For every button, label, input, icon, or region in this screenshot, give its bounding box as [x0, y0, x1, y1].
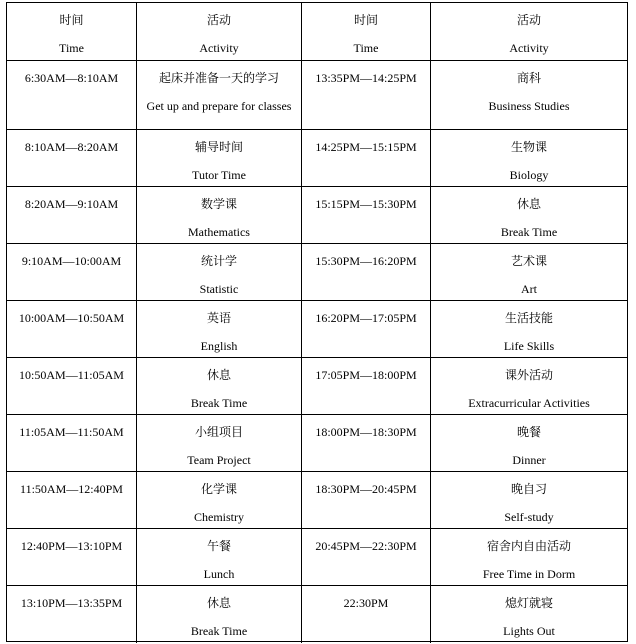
- activity-zh: 统计学: [200, 254, 237, 268]
- table-row: [7, 358, 627, 415]
- table-row: [7, 415, 627, 472]
- time-range: 15:30PM—16:20PM: [315, 254, 417, 268]
- time-cell: [7, 301, 137, 357]
- time-cell: [7, 244, 137, 300]
- time-cell: [7, 187, 137, 243]
- activity-cell: [137, 415, 302, 471]
- table-row: [7, 244, 627, 301]
- activity-en: Biology: [509, 168, 549, 182]
- activity-zh: 化学课: [200, 482, 237, 496]
- activity-cell: [137, 586, 302, 643]
- activity-zh: 休息: [516, 197, 541, 211]
- activity-zh: 宿舍内自由活动: [486, 539, 571, 553]
- activity-cell: [431, 586, 627, 643]
- activity-cell: [431, 244, 627, 300]
- activity-zh: 生活技能: [504, 311, 553, 325]
- activity-en: Extracurricular Activities: [468, 396, 590, 410]
- activity-en: Break Time: [500, 225, 558, 239]
- time-cell: [302, 244, 431, 300]
- header-time-zh: 时间: [59, 13, 84, 27]
- header-activity-zh: 活动: [206, 13, 231, 27]
- header-time-zh: 时间: [353, 13, 378, 27]
- time-cell: [302, 415, 431, 471]
- activity-cell: [431, 472, 627, 528]
- time-range: 11:50AM—12:40PM: [20, 482, 123, 496]
- time-range: 10:50AM—11:05AM: [19, 368, 124, 382]
- table-row: [7, 529, 627, 586]
- header-time-2: [302, 3, 431, 60]
- activity-zh: 晚餐: [516, 425, 541, 439]
- activity-cell: [137, 301, 302, 357]
- activity-cell: [431, 529, 627, 585]
- activity-en: Mathematics: [188, 225, 250, 239]
- time-cell: [7, 529, 137, 585]
- activity-en: Break Time: [190, 624, 248, 638]
- time-cell: [7, 61, 137, 129]
- activity-en: Art: [521, 282, 537, 296]
- time-range: 17:05PM—18:00PM: [315, 368, 417, 382]
- time-cell: [302, 130, 431, 186]
- activity-zh: 休息: [206, 596, 231, 610]
- activity-en: English: [200, 339, 238, 353]
- activity-zh: 课外活动: [504, 368, 553, 382]
- header-activity-en: Activity: [509, 41, 549, 55]
- time-range: 11:05AM—11:50AM: [19, 425, 124, 439]
- activity-cell: [431, 358, 627, 414]
- activity-cell: [137, 187, 302, 243]
- activity-en: Free Time in Dorm: [482, 567, 576, 581]
- activity-en: Dinner: [512, 453, 546, 467]
- activity-cell: [137, 244, 302, 300]
- time-cell: [7, 358, 137, 414]
- header-time-en: Time: [59, 41, 84, 55]
- activity-en: Business Studies: [488, 99, 570, 113]
- time-range: 13:10PM—13:35PM: [20, 596, 123, 610]
- time-range: 18:00PM—18:30PM: [315, 425, 417, 439]
- table-row: [7, 586, 627, 643]
- header-row: [7, 3, 627, 61]
- time-range: 14:25PM—15:15PM: [315, 140, 417, 154]
- time-range: 13:35PM—14:25PM: [315, 71, 417, 85]
- activity-zh: 商科: [516, 71, 541, 85]
- activity-cell: [431, 130, 627, 186]
- activity-en: Lights Out: [503, 624, 555, 638]
- activity-zh: 晚自习: [510, 482, 547, 496]
- time-cell: [302, 529, 431, 585]
- activity-en: Tutor Time: [192, 168, 246, 182]
- table-row: [7, 130, 627, 187]
- table-row: [7, 61, 627, 130]
- activity-zh: 休息: [206, 368, 231, 382]
- time-cell: [302, 61, 431, 129]
- time-range: 20:45PM—22:30PM: [315, 539, 417, 553]
- activity-cell: [431, 61, 627, 129]
- time-range: 16:20PM—17:05PM: [315, 311, 417, 325]
- time-range: 8:20AM—9:10AM: [24, 197, 119, 211]
- activity-en: Statistic: [199, 282, 239, 296]
- time-range: 9:10AM—10:00AM: [21, 254, 122, 268]
- activity-en: Team Project: [187, 453, 251, 467]
- activity-zh: 生物课: [510, 140, 547, 154]
- time-cell: [302, 301, 431, 357]
- activity-cell: [137, 529, 302, 585]
- time-cell: [7, 415, 137, 471]
- activity-cell: [431, 301, 627, 357]
- activity-en: Lunch: [203, 567, 235, 581]
- schedule-table: [6, 2, 628, 642]
- header-activity-1: [137, 3, 302, 60]
- activity-en: Self-study: [504, 510, 554, 524]
- time-cell: [7, 586, 137, 643]
- activity-cell: [431, 187, 627, 243]
- activity-zh: 小组项目: [194, 425, 243, 439]
- activity-zh: 熄灯就寝: [504, 596, 553, 610]
- table-row: [7, 472, 627, 529]
- activity-zh: 英语: [206, 311, 231, 325]
- activity-en: Get up and prepare for classes: [146, 99, 292, 113]
- activity-cell: [137, 472, 302, 528]
- header-activity-zh: 活动: [516, 13, 541, 27]
- activity-en: Chemistry: [194, 510, 244, 524]
- time-cell: [7, 130, 137, 186]
- activity-zh: 辅导时间: [194, 140, 243, 154]
- table-row: [7, 301, 627, 358]
- table-row: [7, 187, 627, 244]
- activity-zh: 午餐: [206, 539, 231, 553]
- time-range: 10:00AM—10:50AM: [18, 311, 125, 325]
- time-range: 15:15PM—15:30PM: [315, 197, 417, 211]
- header-activity-2: [431, 3, 627, 60]
- time-cell: [302, 187, 431, 243]
- header-activity-en: Activity: [199, 41, 239, 55]
- activity-cell: [137, 61, 302, 129]
- time-range: 6:30AM—8:10AM: [24, 71, 119, 85]
- activity-en: Break Time: [190, 396, 248, 410]
- time-range: 12:40PM—13:10PM: [20, 539, 123, 553]
- time-cell: [302, 472, 431, 528]
- header-time-1: [7, 3, 137, 60]
- time-range: 8:10AM—8:20AM: [24, 140, 119, 154]
- header-time-en: Time: [353, 41, 379, 55]
- activity-zh: 数学课: [200, 197, 237, 211]
- activity-zh: 艺术课: [510, 254, 547, 268]
- activity-zh: 起床并准备一天的学习: [158, 71, 279, 85]
- activity-cell: [137, 358, 302, 414]
- time-range: 22:30PM: [343, 596, 389, 610]
- time-cell: [302, 358, 431, 414]
- time-range: 18:30PM—20:45PM: [315, 482, 417, 496]
- time-cell: [7, 472, 137, 528]
- activity-en: Life Skills: [503, 339, 555, 353]
- schedule-body: [7, 61, 627, 643]
- time-cell: [302, 586, 431, 643]
- activity-cell: [137, 130, 302, 186]
- activity-cell: [431, 415, 627, 471]
